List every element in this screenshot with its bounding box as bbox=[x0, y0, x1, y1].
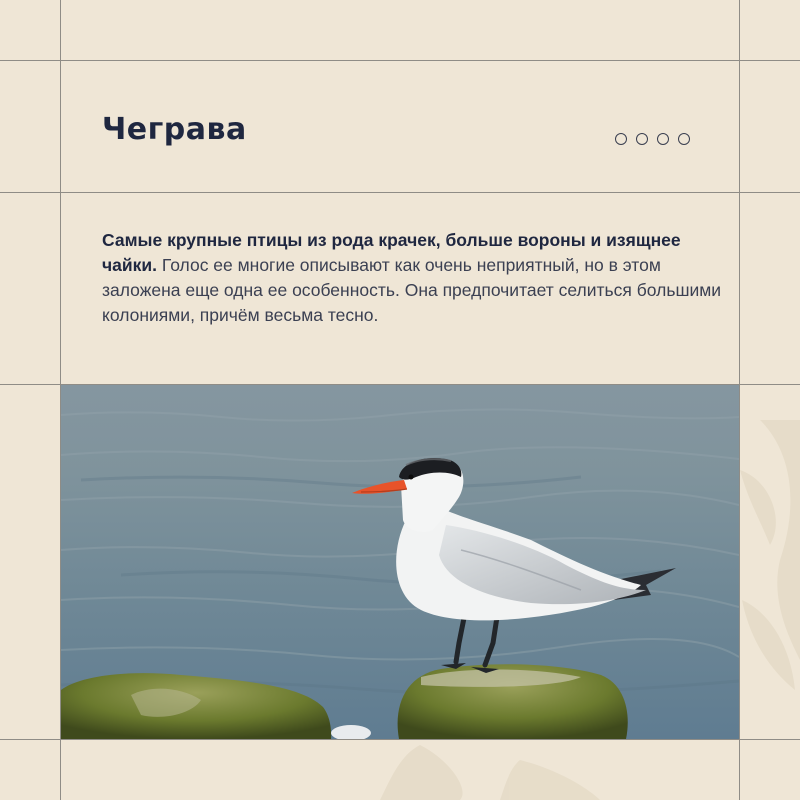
bird-photo bbox=[61, 385, 739, 739]
description-paragraph bbox=[102, 228, 722, 328]
grid-line-right bbox=[739, 0, 740, 800]
grid-line-top bbox=[0, 60, 800, 61]
pagination-dots bbox=[615, 133, 690, 145]
pagination-dot[interactable] bbox=[615, 133, 627, 145]
grid-line-header-bottom bbox=[0, 192, 800, 193]
pagination-dot[interactable] bbox=[636, 133, 648, 145]
grid-line-bottom bbox=[0, 739, 800, 740]
pagination-dot[interactable] bbox=[678, 133, 690, 145]
page-title: Чеграва bbox=[102, 112, 247, 147]
description-regular: Голос ее многие описывают как очень неприятный, но в этом заложена еще одна ее особенность. Она предпочитает селиться большими колониями, причём весьма тесно. bbox=[102, 255, 722, 325]
description-bold: Самые крупные птицы из рода крачек, больше вороны и изящнее чайки. bbox=[102, 230, 681, 275]
pagination-dot[interactable] bbox=[657, 133, 669, 145]
